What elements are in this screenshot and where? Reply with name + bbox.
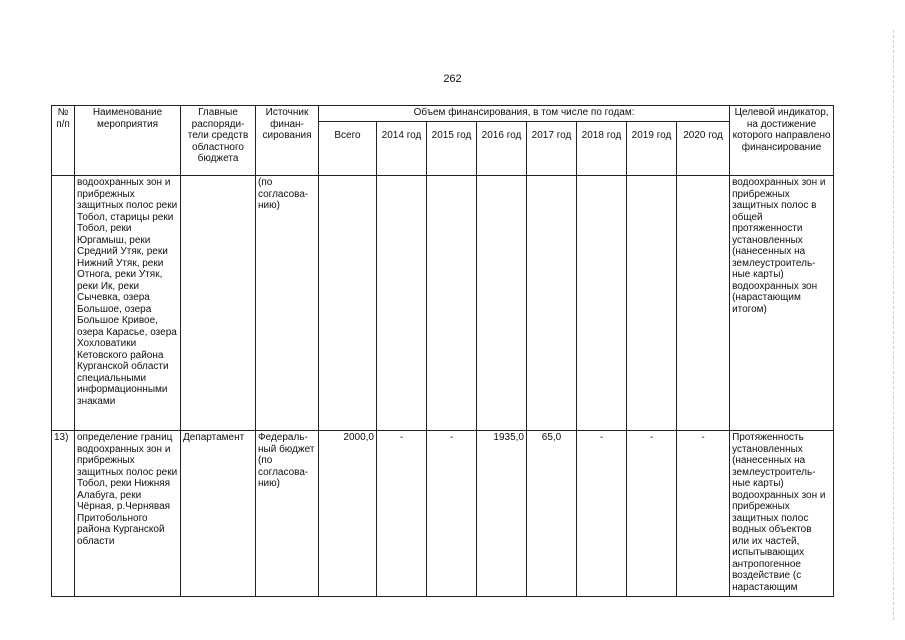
row-name: водоохранных зон и прибрежных защитных полос реки Тобол, старицы реки Тобол, реки Юргамыш, реки Средний Утяк, реки Нижний Утяк, реки Отнога, реки Утяк, реки Ик, реки Сычевка, озера Большое, озера Большое Кривое, озера Карасье, озера Хохловатики Кетовского района Курганской области специальными информационными знаками [75,176,181,431]
header-year-2017: 2017 год [527,122,577,176]
header-year-2020: 2020 год [677,122,730,176]
row-year-2020: - [677,431,730,597]
row-manager: Департамент [181,431,256,597]
header-year-2016: 2016 год [477,122,527,176]
header-year-2019: 2019 год [627,122,677,176]
header-indicator: Целевой индикатор, на достижение которого направлено финансирование [730,106,834,176]
row-year-2018 [577,176,627,431]
row-year-2014 [377,176,427,431]
header-year-2014: 2014 год [377,122,427,176]
row-manager [181,176,256,431]
row-year-2019: - [627,431,677,597]
header-name: Наименование мероприятия [75,106,181,176]
row-year-2018: - [577,431,627,597]
row-total: 2000,0 [319,431,377,597]
header-source: Источник финан-сирования [256,106,319,176]
row-name: определение границ водоохранных зон и прибрежных защитных полос реки Тобол, реки Нижняя Алабуга, реки Чёрная, р.Чернявая Притобольного района Курганской области [75,431,181,597]
funding-table [51,105,834,597]
row-indicator: Протяженность установленных (нанесенных на землеустроитель-ные карты) водоохранных зон и прибрежных защитных полос водных объектов или их частей, испытывающих антропогенное воздействие (с нарастающим [730,431,834,597]
table-row [52,431,834,597]
row-source: Федераль-ный бюджет (по согласова-нию) [256,431,319,597]
row-year-2015: - [427,431,477,597]
row-year-2016 [477,176,527,431]
row-num: 13) [52,431,75,597]
page-number: 262 [443,73,462,85]
row-total [319,176,377,431]
header-year-2018: 2018 год [577,122,627,176]
row-year-2016: 1935,0 [477,431,527,597]
row-num [52,176,75,431]
header-year-2015: 2015 год [427,122,477,176]
row-year-2014: - [377,431,427,597]
header-total: Всего [319,122,377,176]
row-year-2017 [527,176,577,431]
header-row-1 [52,106,834,122]
row-year-2015 [427,176,477,431]
header-num: № п/п [52,106,75,176]
row-indicator: водоохранных зон и прибрежных защитных полос в общей протяженности установленных (нанесенных на землеустроитель-ные карты) водоохранных зон (нарастающим итогом) [730,176,834,431]
row-year-2020 [677,176,730,431]
row-year-2019 [627,176,677,431]
header-funding-group: Объем финансирования, в том числе по годам: [319,106,730,122]
row-source: (по согласова-нию) [256,176,319,431]
scan-edge-mark [893,30,894,620]
header-managers: Главные распоряди-тели средств областного бюджета [181,106,256,176]
table-row [52,176,834,431]
row-year-2017: 65,0 [527,431,577,597]
